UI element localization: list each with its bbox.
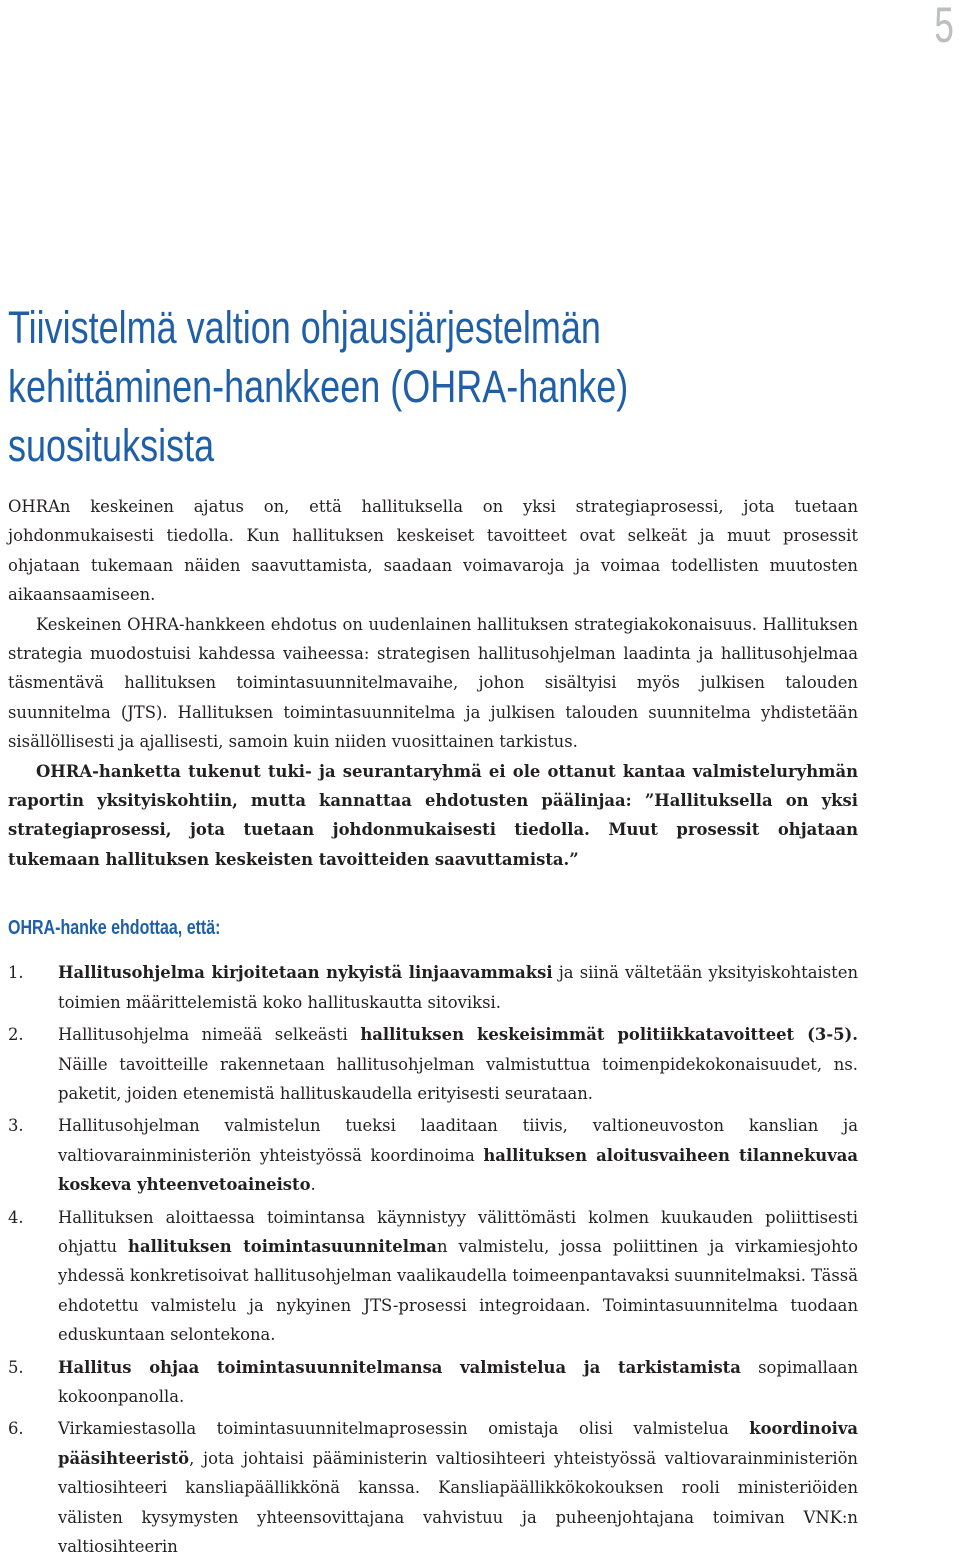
title-line-1: Tiivistelmä valtion ohjausjärjestelmän [8,302,601,353]
list-item [8,1353,858,1412]
list-item-number: 5. [8,1357,24,1377]
list-item-number: 3. [8,1116,24,1136]
recommendations-list [8,958,858,1561]
list-item-text: Hallitusohjelma nimeää selkeästi [58,1025,361,1045]
list-item-text: Virkamiestasolla toimintasuunnitelmaprosessin omistaja olisi valmistelua [58,1419,750,1439]
list-item [8,1111,858,1199]
page-number: 5 [934,0,954,53]
list-item-number: 1. [8,963,24,983]
strategy-paragraph: Keskeinen OHRA-hankkeen ehdotus on uudenlainen hallituksen strategiakokonaisuus. Hallituksen strategia muodostuisi kahdessa vaiheessa: strategisen hallitusohjelman laadinta ja hallitusohjelmaa täsmentävä hallituksen toimintasuunnitelmavaihe, johon sisältyisi myös julkisen talouden suunnitelma (JTS). Hallituksen toimintasuunnitelma ja julkisen talouden suunnitelma yhdistetään sisällöllisesti ja ajallisesti, samoin kuin niiden vuosittainen tarkistus. [8,614,858,752]
title-line-3: suosituksista [8,420,215,471]
list-item-number: 6. [8,1419,24,1439]
page-title [8,298,752,475]
list-item-text: . [310,1175,316,1195]
list-item-text: n valmistelu, jossa poliittinen ja virkamiesjohto yhdessä konkretisoivat hallitusohjelman vaalikaudella toimeenpantavaksi suunnitelmaksi. Tässä ehdotettu valmistelu ja nykyinen JTS-prosessi integroidaan. Toimintasuunnitelma tuodaan eduskuntaan selontekona. [58,1236,859,1345]
list-item-text: sopimallaan kokoonpanolla. [58,1357,859,1406]
list-item [8,1020,858,1108]
list-item-bold: hallituksen keskeisimmät politiikkatavoitteet (3-5). [360,1025,858,1045]
list-item-bold: hallituksen aloitusvaiheen tilannekuvaa koskeva yhteenvetoaineisto [58,1145,858,1195]
list-item-bold: Hallitus ohjaa toimintasuunnitelmansa valmistelua ja tarkistamista [58,1357,741,1377]
list-item [8,1414,858,1561]
list-item-text: Hallitusohjelman valmistelun tueksi laaditaan tiivis, valtioneuvoston kanslian ja valtiovarainministeriön yhteistyössä koordinoima [58,1116,858,1165]
support-group-paragraph: OHRA-hanketta tukenut tuki- ja seurantaryhmä ei ole ottanut kantaa valmisteluryhmän raportin yksityiskohtiin, mutta kannattaa ehdotusten päälinjaa: ”Hallituksella on yksi strategiaprosessi, jota tuetaan johdonmukaisesti tiedolla. Muut prosessit ohjataan tukemaan hallituksen keskeisten tavoitteiden saavuttamista.” [8,761,858,869]
intro-paragraph: OHRAn keskeinen ajatus on, että hallituksella on yksi strategiaprosessi, jota tuetaan johdonmukaisesti tiedolla. Kun hallituksen keskeiset tavoitteet ovat selkeät ja muut prosessit ohjataan tukemaan näiden saavuttamista, saadaan voimavaroja ja voimaa todellisten muutosten aikaansaamiseen. [8,497,858,605]
list-item-text: ja siinä vältetään yksityiskohtaisten toimien määrittelemistä koko hallituskautta sitoviksi. [58,963,858,1012]
list-item-bold: koordinoiva pääsihteeristö [58,1419,858,1468]
list-item-number: 4. [8,1207,24,1227]
list-item-bold: Hallitusohjelma kirjoitetaan nykyistä linjaavammaksi [58,963,553,983]
list-item [8,1203,858,1350]
list-item [8,958,858,1017]
recommendations-heading: OHRA-hanke ehdottaa, että: [8,917,221,940]
list-item-text: Hallituksen aloittaessa toimintansa käynnistyy välittömästi kolmen kuukauden poliittisesti ohjattu [58,1207,858,1256]
title-line-2: kehittäminen-hankkeen (OHRA-hanke) [8,361,629,412]
list-item-bold: hallituksen toimintasuunnitelma [128,1236,437,1256]
list-item-number: 2. [8,1025,24,1045]
list-item-text: Näille tavoitteille rakennetaan hallitusohjelman valmistuttua toimenpidekokonaisuudet, ns. paketit, joiden etenemistä hallituskaudella erityisesti seurataan. [58,1054,858,1103]
document-body [8,492,858,1564]
list-item-text: , jota johtaisi pääministerin valtiosihteeri yhteistyössä valtiovarainministeriön valtiosihteeri kansliapäällikkönä kanssa. Kansliapäällikkökokouksen rooli ministeriöiden välisten kysymysten yhteensovittajana vahvistuu ja puheenjohtajana toimivan VNK:n valtiosihteerin [58,1448,858,1556]
